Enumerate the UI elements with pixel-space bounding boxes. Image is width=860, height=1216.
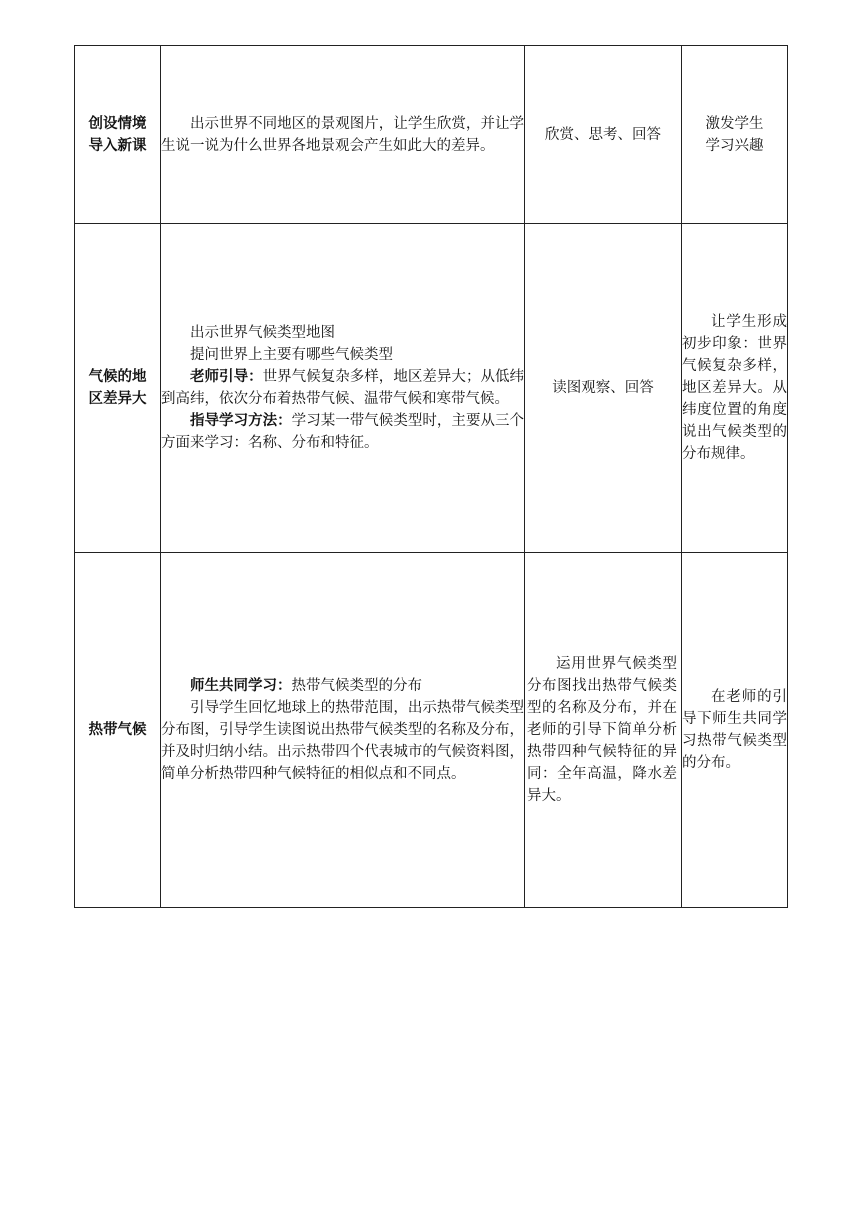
stage-cell bbox=[75, 46, 161, 224]
intent-line: 学习兴趣 bbox=[705, 137, 764, 154]
content-paragraph: 引导学生回忆地球上的热带范围，出示热带气候类型分布图，引导学生读图说出热带气候类型的名称及分布，并及时归纳小结。出示热带四个代表城市的气候资料图，简单分析热带四种气候特征的相似点和不同点。 bbox=[161, 700, 524, 782]
stage-cell bbox=[75, 553, 161, 908]
paragraph-text: 热带气候类型的分布 bbox=[291, 678, 422, 694]
design-intent-cell bbox=[682, 553, 788, 908]
bold-lead: 指导学习方法： bbox=[190, 413, 292, 429]
stage-label-line: 创设情境 bbox=[88, 115, 147, 132]
content-paragraph bbox=[161, 366, 524, 410]
intent-paragraph: 在老师的引导下师生共同学习热带气候类型的分布。 bbox=[682, 689, 787, 771]
student-activity-cell: 读图观察、回答 bbox=[525, 224, 682, 553]
teacher-activity-cell bbox=[161, 553, 525, 908]
stage-label-line: 气候的地 bbox=[88, 369, 147, 385]
content-paragraph: 出示世界不同地区的景观图片，让学生欣赏，并让学生说一说为什么世界各地景观会产生如此大的差异。 bbox=[161, 115, 524, 154]
paragraph-text: 学习某一带气候类型时，主要从三个方面来学习：名称、分布和特征。 bbox=[161, 413, 525, 451]
stage-label-line: 热带气候 bbox=[88, 722, 147, 738]
stage-label-line: 导入新课 bbox=[88, 137, 147, 154]
table-row bbox=[75, 224, 788, 553]
stage-cell bbox=[75, 224, 161, 553]
student-activity-cell: 欣赏、思考、回答 bbox=[525, 46, 682, 224]
lesson-plan-table bbox=[74, 45, 788, 908]
intent-line: 激发学生 bbox=[705, 115, 764, 132]
bold-lead: 师生共同学习： bbox=[190, 678, 292, 694]
student-activity-cell bbox=[525, 553, 682, 908]
content-paragraph bbox=[161, 675, 524, 697]
student-paragraph: 运用世界气候类型分布图找出热带气候类型的名称及分布，并在老师的引导下简单分析热带四种气候特征的异同：全年高温，降水差异大。 bbox=[527, 656, 677, 804]
design-intent-cell bbox=[682, 46, 788, 224]
design-intent-cell bbox=[682, 224, 788, 553]
content-paragraph: 出示世界气候类型地图 bbox=[190, 325, 335, 341]
teacher-activity-cell bbox=[161, 46, 525, 224]
content-paragraph: 提问世界上主要有哪些气候类型 bbox=[190, 347, 393, 363]
bold-lead: 老师引导： bbox=[190, 369, 263, 385]
table-row bbox=[75, 46, 788, 224]
paragraph-text: 世界气候复杂多样，地区差异大；从低纬到高纬，依次分布着热带气候、温带气候和寒带气候。 bbox=[161, 369, 525, 407]
intent-paragraph: 让学生形成初步印象：世界气候复杂多样，地区差异大。从纬度位置的角度说出气候类型的分布规律。 bbox=[682, 314, 787, 462]
stage-label-line: 区差异大 bbox=[88, 391, 147, 407]
table-row bbox=[75, 553, 788, 908]
content-paragraph bbox=[161, 410, 524, 454]
teacher-activity-cell bbox=[161, 224, 525, 553]
